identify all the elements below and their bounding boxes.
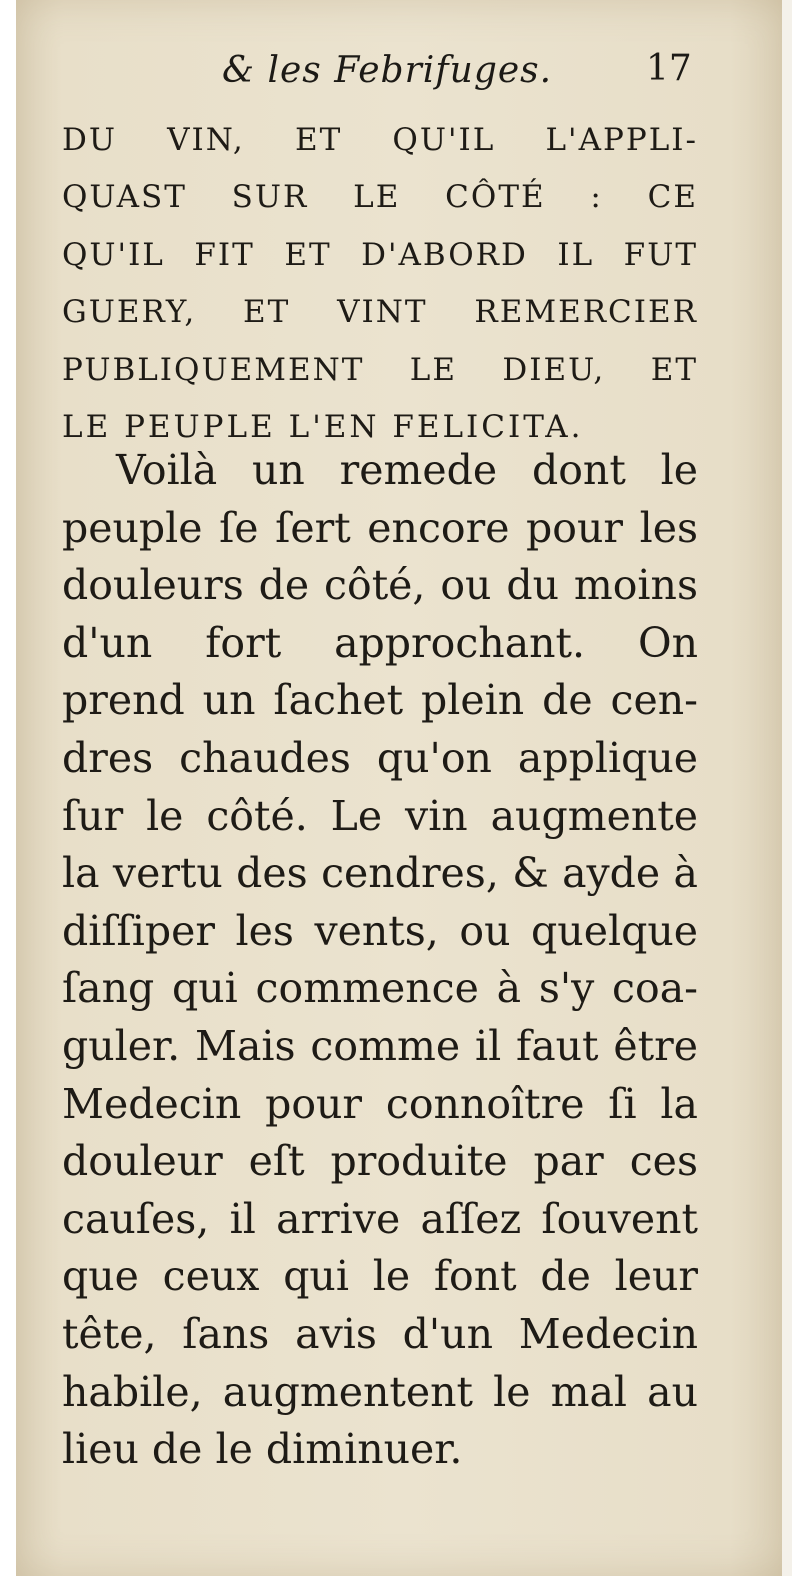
- paragraph-line: que ceux qui le font de leur: [62, 1252, 698, 1301]
- paragraph-line: cauſes, il arrive aſſez ſouvent: [62, 1194, 698, 1243]
- caps-line: PUBLIQUEMENT LE DIEU, ET: [62, 351, 698, 388]
- paragraph-line: diſſiper les vents, ou quelque: [62, 906, 698, 955]
- paragraph-line: Voilà un remede dont le: [116, 446, 698, 494]
- body-paragraph: [62, 442, 698, 1479]
- page-header: [0, 46, 800, 106]
- page-number: 17: [646, 48, 692, 89]
- paragraph-line: douleurs de côté, ou du moins: [62, 561, 698, 610]
- paragraph-line: guler. Mais comme il faut être: [62, 1021, 698, 1070]
- running-title: & les Febrifuges.: [222, 50, 553, 91]
- caps-line: QUAST SUR LE CÔTÉ : CE: [62, 179, 698, 216]
- caps-line: DU VIN, ET QU'IL L'APPLI-: [62, 122, 698, 158]
- scan-edge: [782, 0, 792, 1576]
- small-caps-passage: [62, 112, 698, 456]
- paragraph-line: Medecin pour connoître ſi la: [62, 1079, 698, 1128]
- paragraph-line: ſur le côté. Le vin augmente: [62, 791, 698, 840]
- paragraph-line: prend un ſachet plein de cen-: [62, 676, 698, 725]
- paragraph-line: lieu de le diminuer.: [62, 1425, 463, 1474]
- paragraph-line: d'un fort approchant. On: [62, 618, 698, 667]
- caps-line: LE PEUPLE L'EN FELICITA.: [62, 408, 584, 445]
- paragraph-line: la vertu des cendres, & ayde à: [62, 849, 698, 898]
- paragraph-line: dres chaudes qu'on applique: [62, 733, 698, 782]
- paragraph-line: douleur eſt produite par ces: [62, 1137, 698, 1186]
- paragraph-line: peuple ſe ſert encore pour les: [62, 503, 698, 552]
- paragraph-line: habile, augmentent le mal au: [62, 1367, 698, 1416]
- paragraph-line: tête, ſans avis d'un Medecin: [62, 1309, 698, 1358]
- caps-line: GUERY, ET VINT REMERCIER: [62, 294, 698, 331]
- paragraph-line: ſang qui commence à s'y coa-: [62, 964, 698, 1013]
- caps-line: QU'IL FIT ET D'ABORD IL FUT: [62, 236, 698, 273]
